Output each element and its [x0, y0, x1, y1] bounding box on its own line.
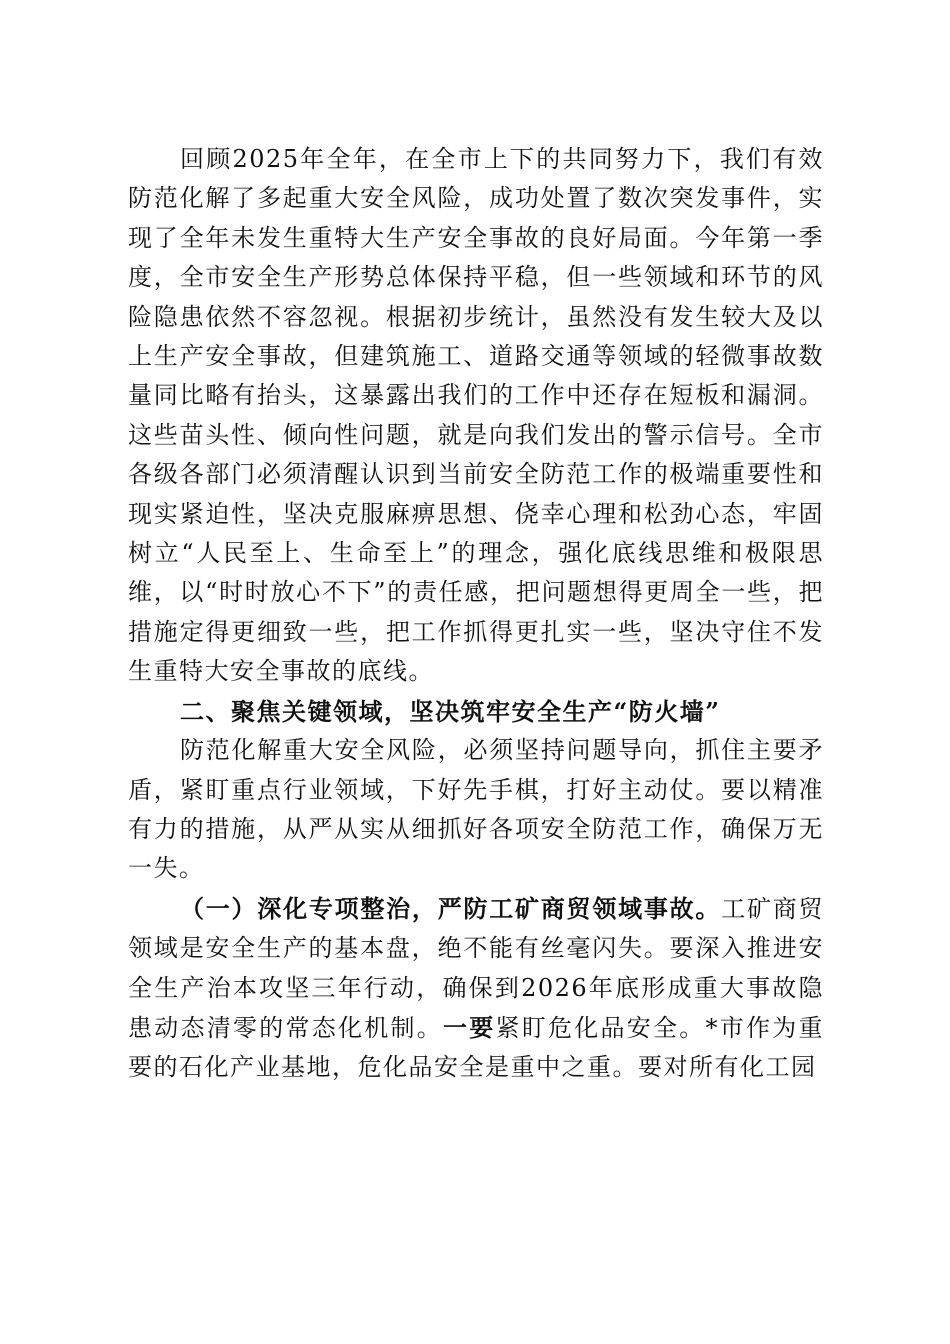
paragraph-industrial-safety: [128, 889, 824, 1088]
paragraph-review: 回顾2025年全年，在全市上下的共同努力下，我们有效防范化解了多起重大安全风险，成功处置了数次突发事件，实现了全年未发生重特大生产安全事故的良好局面。今年第一季度，全市安全生产形势总体保持平稳，但一些领域和环节的风险隐患依然不容忽视。根据初步统计，虽然没有发生较大及以上生产安全事故，但建筑施工、道路交通等领域的轻微事故数量同比略有抬头，这暴露出我们的工作中还存在短板和漏洞。这些苗头性、倾向性问题，就是向我们发出的警示信号。全市各级各部门必须清醒认识到当前安全防范工作的极端重要性和现实紧迫性，坚决克服麻痹思想、侥幸心理和松劲心态，牢固树立“人民至上、生命至上”的理念，强化底线思维和极限思维，以“时时放心不下”的责任感，把问题想得更周全一些，把措施定得更细致一些，把工作抓得更扎实一些，坚决守住不发生重特大安全事故的底线。: [128, 145, 824, 686]
subsection-heading-1: （一）深化专项整治，严防工矿商贸领域事故。: [180, 893, 722, 923]
document-page: [128, 140, 824, 1088]
paragraph-text: 紧盯危化品安全。*市作为重要的石化产业基地，危化品安全是重中之重。要对所有化工园: [128, 1013, 824, 1082]
section-heading-2: 二、聚焦关键领域，坚决筑牢安全生产“防火墙”: [180, 696, 721, 726]
paragraph-risk-prevention: 防范化解重大安全风险，必须坚持问题导向，抓住主要矛盾，紧盯重点行业领域，下好先手棋，打好主动仗。要以精准有力的措施，从严从实从细抓好各项安全防范工作，确保万无一失。: [128, 736, 824, 883]
paragraph-text: 工矿商贸领域是安全生产的基本盘，绝不能有丝毫闪失。要深入推进安全生产治本攻坚三年行动，确保到2026年底形成重大事故隐患动态清零的常态化机制。: [128, 894, 824, 1042]
point-lead: 一要: [443, 1012, 496, 1042]
